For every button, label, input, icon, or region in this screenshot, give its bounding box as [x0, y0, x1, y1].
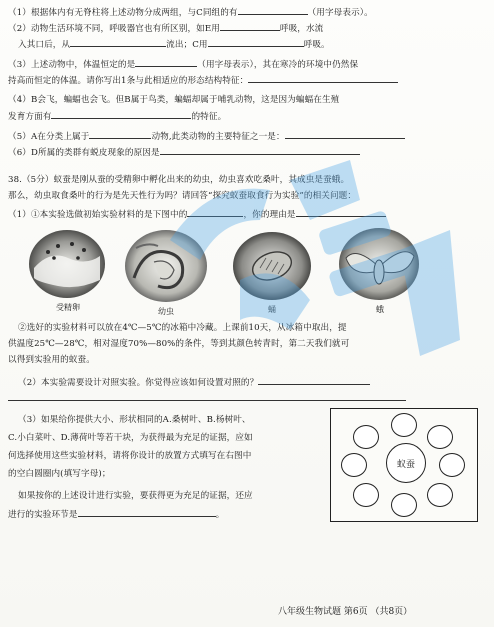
q37-line-5: 持高而恒定的体温。请你写出1条与此相适应的形态结构特征： — [8, 74, 398, 87]
larva-image — [124, 228, 208, 308]
answer-blank[interactable] — [238, 6, 308, 15]
answer-circle[interactable] — [391, 413, 417, 437]
answer-blank[interactable] — [285, 130, 405, 139]
q38-p3-line-2: C.小白菜叶、D.薄荷叶等若干块，为获得最为充足的证据，应如 — [8, 433, 253, 443]
q38-line-5: 供温度25℃—28℃，相对湿度70%—80%的条件，等到其颜色转青时，第二天我们就可 — [8, 339, 350, 349]
q38-line-4: ②选好的实验材料可以放在4℃—5℃的冰箱中冷藏。上课前10天，从冰箱中取出，提 — [18, 323, 347, 333]
answer-circle[interactable] — [391, 493, 417, 517]
caption-larva: 幼虫 — [158, 307, 174, 316]
q37-line-3: 入其口后，从 流出；C用 呼吸。 — [18, 40, 330, 50]
answer-blank[interactable] — [89, 130, 151, 139]
answer-blank[interactable] — [258, 376, 370, 385]
q37-line-4: （3）上述动物中，体温恒定的是 （用字母表示），其在寒冷的环境中仍然保 — [8, 60, 359, 70]
q38-line-1: 38.（5分）蚁蚕是刚从蚕的受精卵中孵化出来的幼虫，幼虫喜欢吃桑叶，其成虫是蚕蛾。 — [8, 175, 350, 185]
q37-line-9: （6）D所属的类群有蜕皮现象的原因是 — [8, 146, 360, 159]
answer-blank[interactable] — [160, 146, 360, 155]
answer-blank[interactable] — [70, 38, 166, 47]
answer-blank[interactable] — [296, 208, 386, 217]
answer-circle[interactable] — [439, 453, 465, 477]
q37-line-2: （2）动物生活环境不同，呼吸器官也有所区别，如E用 呼吸，水流 — [8, 24, 324, 34]
answer-circle[interactable] — [427, 425, 453, 449]
q37-line-8: （5）A在分类上属于 动物,此类动物的主要特征之一是： — [8, 130, 405, 143]
q38-line-6: 以得到实验用的蚁蚕。 — [8, 355, 95, 365]
caption-pupa: 蛹 — [268, 305, 276, 314]
q38-p3-line-5: 如果按你的上述设计进行实验，要获得更为充足的证据，还应 — [18, 491, 253, 501]
answer-circle[interactable] — [353, 425, 379, 449]
fertilized-egg-image — [28, 228, 106, 304]
q37-line-6: （4）B会飞，蝙蝠也会飞。但B属于鸟类，蝙蝠却属于哺乳动物，这是因为蝙蝠在生殖 — [8, 95, 340, 105]
q38-p3-line-4: 的空白圆圈内(填写字母)； — [8, 469, 111, 479]
answer-blank[interactable] — [220, 22, 280, 31]
q38-line-3: （1）①本实验选做初始实验材料的是下图中的 ，你的理由是 — [8, 208, 386, 221]
answer-blank[interactable] — [78, 508, 216, 517]
petri-dish-diagram — [330, 408, 478, 522]
caption-egg: 受精卵 — [56, 303, 80, 312]
caption-moth: 蛾 — [376, 305, 384, 314]
pupa-image — [232, 230, 312, 306]
silkworm-center-label: 蚁蚕 — [386, 443, 426, 483]
q38-p3-line-3: 何选择使用这些实验材料，请将你设计的放置方式填写在右图中 — [8, 451, 252, 461]
q38-p3-line-6: 进行的实验环节是 。 — [8, 510, 225, 520]
answer-blank[interactable] — [51, 110, 191, 119]
answer-circle[interactable] — [427, 483, 453, 507]
answer-blank[interactable] — [248, 74, 398, 83]
answer-blank[interactable] — [187, 208, 243, 217]
answer-circle[interactable] — [341, 453, 367, 477]
q37-line-7: 发育方面有 的特征。 — [8, 112, 227, 122]
q38-p3-line-1: （3）如果给你提供大小、形状相同的A.桑树叶、B.杨树叶、 — [18, 415, 251, 425]
q37-line-1: （1）根据体内有无脊柱将上述动物分成两组，与C同组的有 （用字母表示）。 — [8, 8, 373, 18]
page-footer: 八年级生物试题 第6页 （共8页） — [278, 607, 413, 617]
answer-circle[interactable] — [353, 483, 379, 507]
moth-image — [338, 226, 420, 306]
q38-line-7: （2）本实验需要设计对照实验。你觉得应该如何设置对照的？ — [18, 376, 370, 389]
q38-line-2: 那么，幼虫取食桑叶的行为是先天性行为吗？请回答“探究蚁蚕取食行为实验”的相关问题： — [8, 191, 357, 201]
answer-blank[interactable] — [8, 392, 406, 401]
answer-blank[interactable] — [208, 38, 304, 47]
q38-line-8 — [8, 392, 406, 405]
answer-blank[interactable] — [135, 58, 197, 67]
